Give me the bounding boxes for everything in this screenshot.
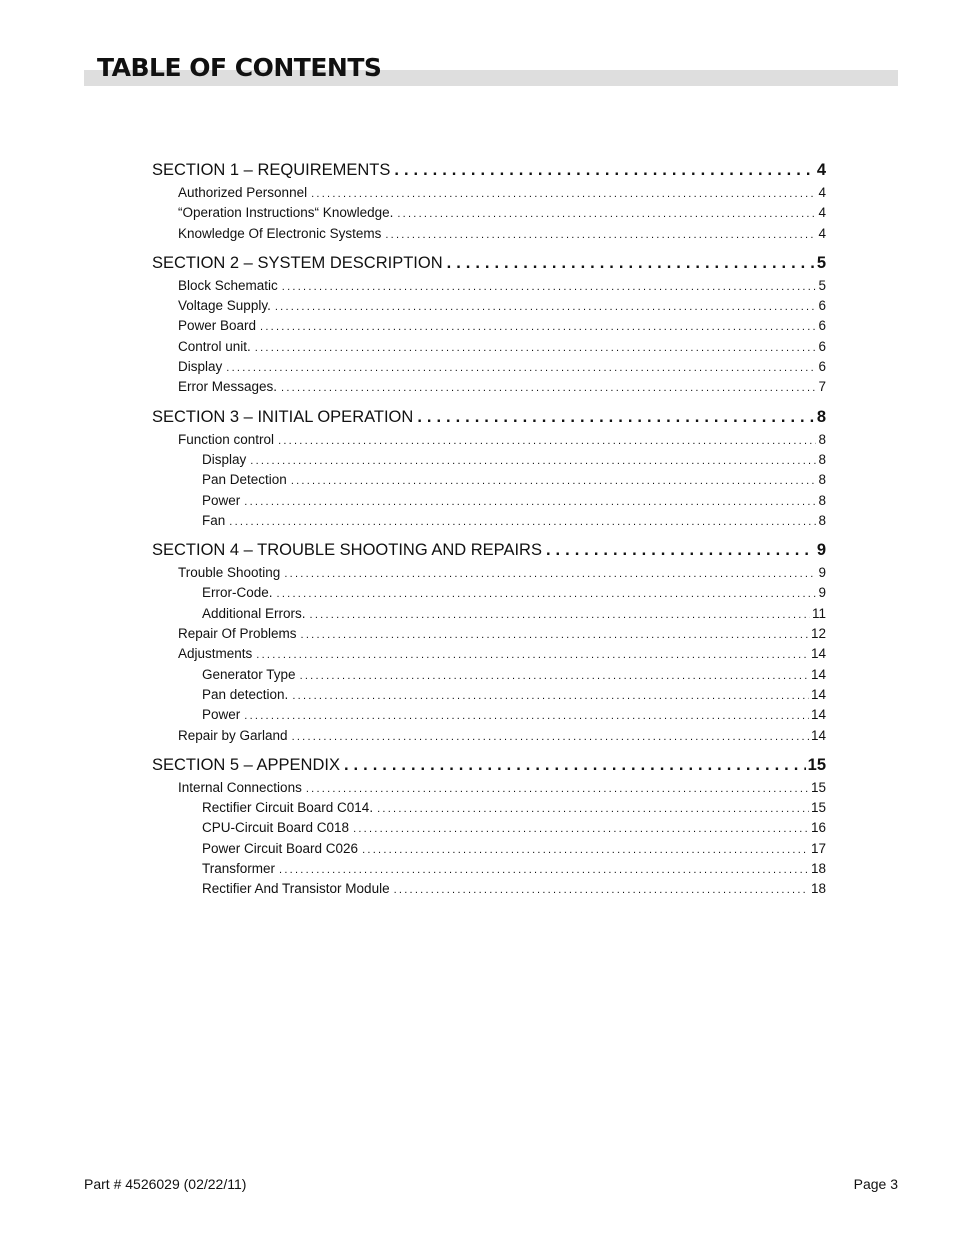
dot-leader (277, 584, 817, 603)
toc-page-number: 14 (810, 727, 826, 743)
toc-entry-label: Repair Of Problems (178, 626, 297, 642)
toc-entry-label: Display (202, 451, 247, 467)
toc-entry-label: Function control (178, 431, 275, 447)
toc-section-2 (152, 250, 826, 398)
dot-leader (229, 512, 816, 531)
toc-entry[interactable] (152, 316, 826, 336)
dot-leader (447, 250, 815, 276)
toc-page-number: 17 (810, 840, 826, 856)
toc-page-number: 6 (818, 338, 826, 354)
dot-leader (385, 225, 816, 244)
toc-subentry[interactable] (152, 604, 826, 624)
toc-subentry[interactable] (152, 818, 826, 838)
toc-entry-label: Pan Detection (202, 472, 287, 488)
toc-page-number: 9 (818, 585, 826, 601)
toc-page-number: 8 (818, 431, 826, 447)
dot-leader (244, 706, 809, 725)
toc-entry[interactable] (152, 276, 826, 296)
toc-entry-label: Control unit. (178, 338, 251, 354)
dot-leader (281, 378, 816, 397)
page-number: Page 3 (853, 1176, 898, 1192)
toc-section-label: SECTION 2 – SYSTEM DESCRIPTION (152, 253, 443, 272)
dot-leader (362, 840, 809, 859)
toc-section-label: SECTION 5 – APPENDIX (152, 755, 340, 774)
dot-leader (394, 880, 809, 899)
toc-entry-label: Knowledge Of Electronic Systems (178, 225, 382, 241)
toc-entry-label: Pan detection. (202, 686, 289, 702)
toc-entry[interactable] (152, 203, 826, 223)
dot-leader (278, 431, 816, 450)
dot-leader (377, 799, 809, 818)
toc-entry-label: Internal Connections (178, 779, 302, 795)
toc-page-number: 6 (818, 298, 826, 314)
dot-leader (306, 779, 809, 798)
dot-leader (353, 819, 809, 838)
toc-entry-label: Power (202, 492, 241, 508)
toc-entry[interactable] (152, 778, 826, 798)
toc-subentry[interactable] (152, 705, 826, 725)
dot-leader (255, 338, 817, 357)
toc-page-number: 12 (810, 626, 826, 642)
toc-section-heading[interactable] (152, 537, 826, 563)
toc-entry[interactable] (152, 337, 826, 357)
toc-page-number: 8 (818, 451, 826, 467)
toc-section-4 (152, 537, 826, 746)
dot-leader (300, 666, 809, 685)
toc-page-number: 9 (816, 541, 826, 560)
toc-entry[interactable] (152, 430, 826, 450)
dot-leader (310, 605, 810, 624)
toc-entry-label: Display (178, 359, 223, 375)
toc-page-number: 4 (816, 161, 826, 179)
toc-entry-label: Error Messages. (178, 379, 278, 395)
toc-section-heading[interactable] (152, 157, 826, 183)
toc-entry[interactable] (152, 644, 826, 664)
dot-leader (291, 471, 817, 490)
toc-entry-label: Adjustments (178, 646, 253, 662)
toc-entry[interactable] (152, 183, 826, 203)
toc-section-label: SECTION 1 – REQUIREMENTS (152, 161, 391, 179)
toc-page-number: 16 (810, 820, 826, 836)
toc-page-number: 18 (810, 881, 826, 897)
dot-leader (244, 492, 816, 511)
toc-section-heading[interactable] (152, 404, 826, 430)
dot-leader (546, 537, 815, 563)
toc-entry-label: Rectifier Circuit Board C014. (202, 800, 374, 816)
toc-page-number: 5 (816, 253, 826, 272)
toc-page-number: 14 (810, 666, 826, 682)
toc-subentry[interactable] (152, 859, 826, 879)
toc-entry[interactable] (152, 563, 826, 583)
toc-page-number: 14 (810, 686, 826, 702)
toc-entry[interactable] (152, 377, 826, 397)
toc-page-number: 14 (810, 707, 826, 723)
toc-page-number: 4 (818, 225, 826, 241)
part-number: Part # 4526029 (02/22/11) (84, 1176, 247, 1192)
toc-subentry[interactable] (152, 470, 826, 490)
toc-section-1 (152, 157, 826, 244)
toc-entry-label: Error-Code. (202, 585, 273, 601)
toc-entry-label: Voltage Supply. (178, 298, 271, 314)
toc-page-number: 8 (818, 492, 826, 508)
toc-page-number: 9 (818, 565, 826, 581)
dot-leader (292, 686, 809, 705)
toc-page-number: 6 (818, 318, 826, 334)
toc-entry[interactable] (152, 224, 826, 244)
toc-subentry[interactable] (152, 798, 826, 818)
toc-entry[interactable] (152, 726, 826, 746)
toc-entry-label: Power (202, 707, 241, 723)
dot-leader (292, 727, 809, 746)
toc-page-number: 8 (816, 407, 826, 426)
toc-subentry[interactable] (152, 879, 826, 899)
dot-leader (250, 451, 816, 470)
toc-subentry[interactable] (152, 450, 826, 470)
toc-entry[interactable] (152, 296, 826, 316)
toc-entry-label: Generator Type (202, 666, 296, 682)
dot-leader (417, 404, 815, 430)
toc-section-heading[interactable] (152, 250, 826, 276)
toc-entry-label: “Operation Instructions“ Knowledge. (178, 205, 394, 221)
page-title: TABLE OF CONTENTS (97, 53, 382, 82)
toc-subentry[interactable] (152, 583, 826, 603)
dot-leader (275, 297, 817, 316)
toc-entry[interactable] (152, 357, 826, 377)
toc-entry-label: Fan (202, 512, 226, 528)
toc-entry-label: Additional Errors. (202, 605, 306, 621)
toc-page-number: 6 (818, 359, 826, 375)
toc-entry-label: Authorized Personnel (178, 185, 308, 200)
toc-entry-label: Trouble Shooting (178, 565, 281, 581)
dot-leader (256, 645, 809, 664)
toc-entry-label: Repair by Garland (178, 727, 288, 743)
toc-page-number: 8 (818, 512, 826, 528)
toc-section-3 (152, 404, 826, 531)
toc-page-number: 14 (810, 646, 826, 662)
toc-section-label: SECTION 4 – TROUBLE SHOOTING AND REPAIRS (152, 541, 542, 560)
toc-entry-label: Rectifier And Transistor Module (202, 881, 390, 897)
dot-leader (301, 625, 809, 644)
dot-leader (394, 157, 814, 183)
toc-page-number: 8 (818, 472, 826, 488)
dot-leader (344, 752, 806, 778)
toc-page-number: 11 (811, 605, 826, 621)
toc-entry-label: Power Board (178, 318, 257, 334)
toc-section-label: SECTION 3 – INITIAL OPERATION (152, 407, 414, 426)
toc-section-5 (152, 752, 826, 900)
toc-section-heading[interactable] (152, 752, 826, 778)
dot-leader (284, 564, 816, 583)
table-of-contents (152, 157, 826, 906)
dot-leader (397, 204, 816, 223)
toc-entry[interactable] (152, 624, 826, 644)
toc-page-number: 7 (818, 379, 826, 395)
toc-page-number: 4 (818, 185, 826, 200)
dot-leader (260, 317, 816, 336)
dot-leader (311, 184, 816, 203)
toc-page-number: 15 (810, 779, 826, 795)
toc-subentry[interactable] (152, 685, 826, 705)
toc-entry-label: Power Circuit Board C026 (202, 840, 359, 856)
toc-subentry[interactable] (152, 665, 826, 685)
toc-subentry[interactable] (152, 491, 826, 511)
toc-page-number: 18 (810, 861, 826, 877)
toc-entry-label: CPU-Circuit Board C018 (202, 820, 350, 836)
toc-subentry[interactable] (152, 511, 826, 531)
toc-page-number: 15 (807, 755, 826, 774)
toc-page-number: 5 (818, 277, 826, 293)
toc-page-number: 4 (818, 205, 826, 221)
dot-leader (279, 860, 809, 879)
toc-entry-label: Transformer (202, 861, 276, 877)
toc-page-number: 15 (810, 800, 826, 816)
toc-subentry[interactable] (152, 839, 826, 859)
dot-leader (226, 358, 816, 377)
dot-leader (282, 277, 817, 296)
toc-entry-label: Block Schematic (178, 277, 278, 293)
